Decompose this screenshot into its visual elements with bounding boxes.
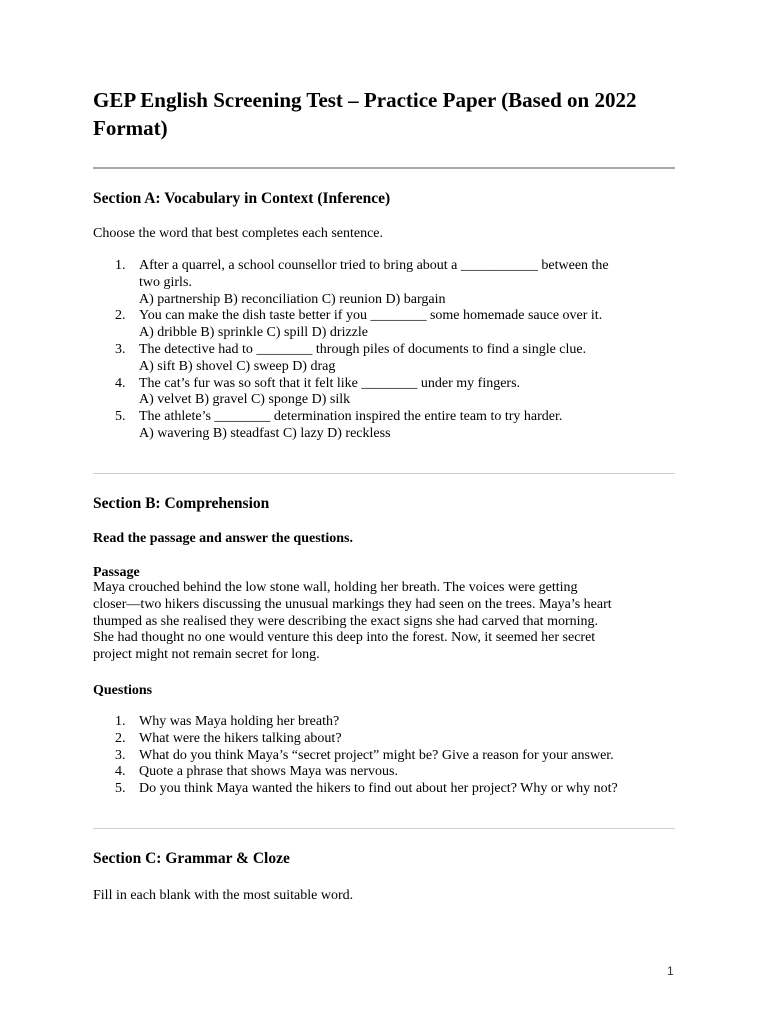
question-number: 3.	[115, 747, 126, 763]
item-line: A) sift B) shovel C) sweep D) drag	[139, 358, 336, 374]
passage-line: thumped as she realised they were describing the exact signs she had carved that morning.	[93, 613, 599, 629]
passage-line: closer—two hikers discussing the unusual markings they had seen on the trees. Maya’s heart	[93, 596, 612, 612]
page-title: GEP English Screening Test – Practice Paper (Based on 2022 Format)	[93, 88, 637, 140]
item-number: 1.	[115, 258, 126, 273]
question-item	[93, 731, 683, 748]
section-b-instruction: Read the passage and answer the questions.	[93, 531, 353, 546]
item-number: 3.	[115, 341, 126, 357]
passage-line: Maya crouched behind the low stone wall, holding her breath. The voices were getting	[93, 580, 578, 595]
vocab-item	[93, 258, 673, 308]
divider	[93, 167, 675, 169]
question-text: Why was Maya holding her breath?	[139, 714, 340, 729]
item-line: The detective had to ________ through piles of documents to find a single clue.	[139, 341, 587, 357]
question-item	[93, 781, 683, 798]
item-line: A) velvet B) gravel C) sponge D) silk	[139, 392, 351, 408]
item-line: After a quarrel, a school counsellor tried to bring about a ___________ between the	[139, 258, 609, 273]
questions-list	[93, 714, 683, 798]
divider	[93, 828, 675, 829]
question-number: 2.	[115, 730, 126, 746]
question-item	[93, 714, 683, 731]
section-b-heading: Section B: Comprehension	[93, 495, 270, 512]
item-line: A) partnership B) reconciliation C) reunion D) bargain	[139, 291, 446, 307]
question-number: 1.	[115, 714, 126, 729]
question-text: What were the hikers talking about?	[139, 730, 342, 746]
page-number: 1	[667, 964, 674, 978]
question-text: What do you think Maya’s “secret project” might be? Give a reason for your answer.	[139, 747, 614, 763]
section-a-heading: Section A: Vocabulary in Context (Inference)	[93, 190, 391, 207]
item-number: 5.	[115, 409, 126, 425]
questions-label: Questions	[93, 683, 153, 698]
vocab-item	[93, 308, 673, 342]
question-number: 4.	[115, 764, 126, 780]
question-item	[93, 748, 683, 765]
vocab-item	[93, 409, 673, 443]
divider	[93, 473, 675, 474]
passage-line: project might not remain secret for long.	[93, 647, 320, 663]
item-line: A) wavering B) steadfast C) lazy D) reckless	[139, 425, 391, 441]
question-text: Do you think Maya wanted the hikers to find out about her project? Why or why not?	[139, 781, 618, 797]
vocabulary-list	[93, 258, 673, 443]
section-c-instruction: Fill in each blank with the most suitable word.	[93, 888, 354, 903]
vocab-item	[93, 376, 673, 410]
vocab-item	[93, 342, 673, 376]
question-item	[93, 764, 683, 781]
item-number: 4.	[115, 375, 126, 391]
question-number: 5.	[115, 781, 126, 797]
section-c-heading: Section C: Grammar & Cloze	[93, 850, 290, 867]
question-text: Quote a phrase that shows Maya was nervous.	[139, 764, 398, 780]
item-line: The cat’s fur was so soft that it felt like ________ under my fingers.	[139, 375, 521, 391]
passage-text	[93, 580, 668, 664]
item-number: 2.	[115, 308, 126, 324]
item-line: The athlete’s ________ determination inspired the entire team to try harder.	[139, 409, 563, 425]
item-line: You can make the dish taste better if you ________ some homemade sauce over it.	[139, 308, 603, 324]
passage-line: She had thought no one would venture this deep into the forest. Now, it seemed her secret	[93, 630, 596, 646]
item-line: two girls.	[139, 274, 192, 290]
passage-label: Passage	[93, 565, 140, 580]
item-line: A) dribble B) sprinkle C) spill D) drizzle	[139, 325, 369, 341]
section-a-instruction: Choose the word that best completes each sentence.	[93, 226, 384, 241]
